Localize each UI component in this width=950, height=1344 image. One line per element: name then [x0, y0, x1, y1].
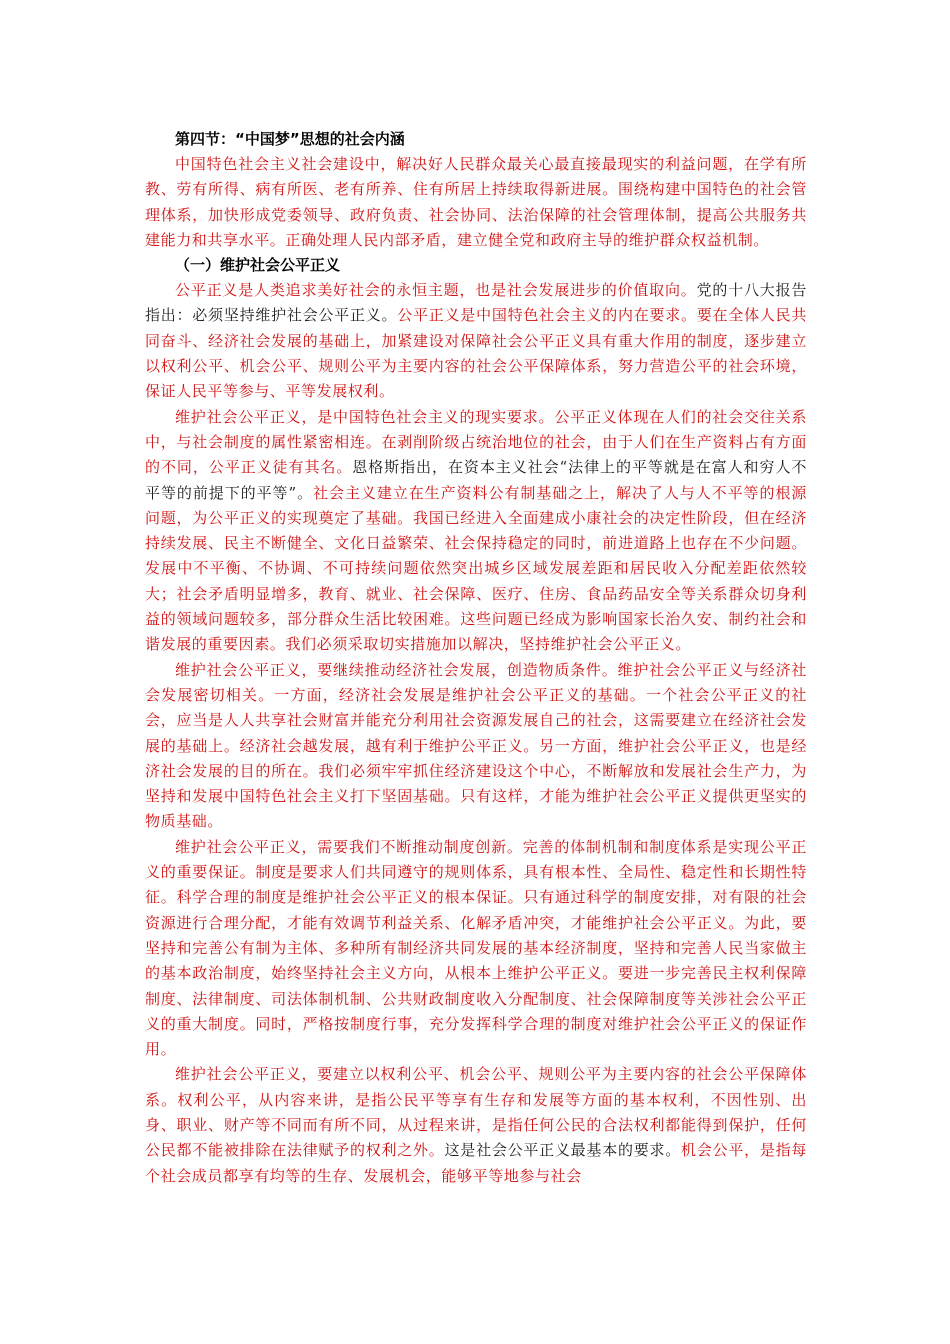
paragraph-2-sentence-b: 公平正义体现在人们的社会交往关系中，与社会制度的属性紧密相连。在剥削阶级占统治地位的社会，由于人们在生产资料占有方面的不同，公平正义徒有其名。 [145, 407, 808, 477]
paragraph-5 [145, 1062, 807, 1188]
paragraph-2 [145, 405, 807, 658]
paragraph-1-sentence-b: 党的十八大报告指出：必须坚持维护社会公平正义。 [145, 281, 807, 325]
paragraph-2-sentence-d: 社会主义建立在生产资料公有制基础之上，解决了人与人不平等的根源问题，为公平正义的实现奠定了基础。我国已经进入全面建成小康社会的决定性阶段，但在经济持续发展、民主不断健全、文化日益繁荣、社会保持稳定的同时，前进道路上也存在不少问题。发展中不平衡、不协调、不可持续问题依然突出城乡区域发展差距和居民收入分配差距依然较大；社会矛盾明显增多，教育、就业、社会保障、医疗、住房、食品药品安全等关系群众切身利益的领域问题较多，部分群众生活比较困难。这些问题已经成为影响国家长治久安、制约社会和谐发展的重要因素。我们必须采取切实措施加以解决，坚持维护社会公平正义。 [145, 483, 807, 654]
paragraph-4: 维护社会公平正义，需要我们不断推动制度创新。完善的体制机制和制度体系是实现公平正义的重要保证。制度是要求人们共同遵守的规则体系，具有根本性、全局性、稳定性和长期性特征。科学合理的制度是维护社会公平正义的根本保证。只有通过科学的制度安排，对有限的社会资源进行合理分配，才能有效调节利益关系、化解矛盾冲突，才能维护社会公平正义。为此，要坚持和完善公有制为主体、多种所有制经济共同发展的基本经济制度，坚持和完善人民当家做主的基本政治制度，始终坚持社会主义方向，从根本上维护公平正义。要进一步完善民主权利保障制度、法律制度、司法体制机制、公共财政制度收入分配制度、社会保障制度等关涉社会公平正义的重大制度。同时，严格按制度行事，充分发挥科学合理的制度对维护社会公平正义的保证作用。 [145, 837, 807, 1059]
paragraph-5-sentence-a: 维护社会公平正义，要建立以权利公平、机会公平、规则公平为主要内容的社会公平保障体系。权利公平，从内容来讲，是指公民平等享有生存和发展等方面的基本权利，不因性别、出身、职业、财产等不同而有所不同，从过程来讲，是指任何公民的合法权利都能得到保护，任何公民都不能被排除在法律赋予的权利之外。 [145, 1065, 807, 1160]
subsection-title: （一）维护社会公平正义 [175, 256, 341, 275]
paragraph-2-sentence-a: 维护社会公平正义，是中国特色社会主义的现实要求。 [175, 407, 555, 426]
intro-paragraph: 中国特色社会主义社会建设中，解决好人民群众最关心最直接最现实的利益问题，在学有所教、劳有所得、病有所医、老有所养、住有所居上持续取得新进展。围绕构建中国特色的社会管理体系，加快形成党委领导、政府负责、社会协同、法治保障的社会管理体制，提高公共服务共建能力和共享水平。正确处理人民内部矛盾，建立健全党和政府主导的维护群众权益机制。 [145, 155, 807, 249]
paragraph-5-sentence-b: 这是社会公平正义最基本的要求。 [444, 1141, 682, 1160]
paragraph-2-sentence-c: 恩格斯指出，在资本主义社会“法律上的平等就是在富人和穷人不平等的前提下的平等”。 [145, 458, 807, 502]
paragraph-1-sentence-c: 公平正义是中国特色社会主义的内在要求。要在全体人民共同奋斗、经济社会发展的基础上，加紧建设对保障社会公平正义具有重大作用的制度，逐步建立以权利公平、机会公平、规则公平为主要内容的社会公平保障体系，努力营造公平的社会环境，保证人民平等参与、平等发展权利。 [145, 306, 807, 401]
document-body [145, 127, 807, 1189]
paragraph-5-sentence-c: 机会公平，是指每个社会成员都享有均等的生存、发展机会，能够平等地参与社会 [145, 1141, 807, 1185]
section-title: 第四节：“中国梦”思想的社会内涵 [175, 130, 405, 148]
paragraph-1-sentence-a: 公平正义是人类追求美好社会的永恒主题，也是社会发展进步的价值取向。 [175, 281, 697, 300]
paragraph-1 [145, 278, 807, 404]
paragraph-3: 维护社会公平正义，要继续推动经济社会发展，创造物质条件。维护社会公平正义与经济社会发展密切相关。一方面，经济社会发展是维护社会公平正义的基础。一个社会公平正义的社会，应当是人人共享社会财富并能充分利用社会资源发展自己的社会，这需要建立在经济社会发展的基础上。经济社会越发展，越有利于维护公平正义。另一方面，维护社会公平正义，也是经济社会发展的目的所在。我们必须牢牢抓住经济建设这个中心，不断解放和发展社会生产力，为坚持和发展中国特色社会主义打下坚固基础。只有这样，才能为维护社会公平正义提供更坚实的物质基础。 [145, 660, 807, 831]
